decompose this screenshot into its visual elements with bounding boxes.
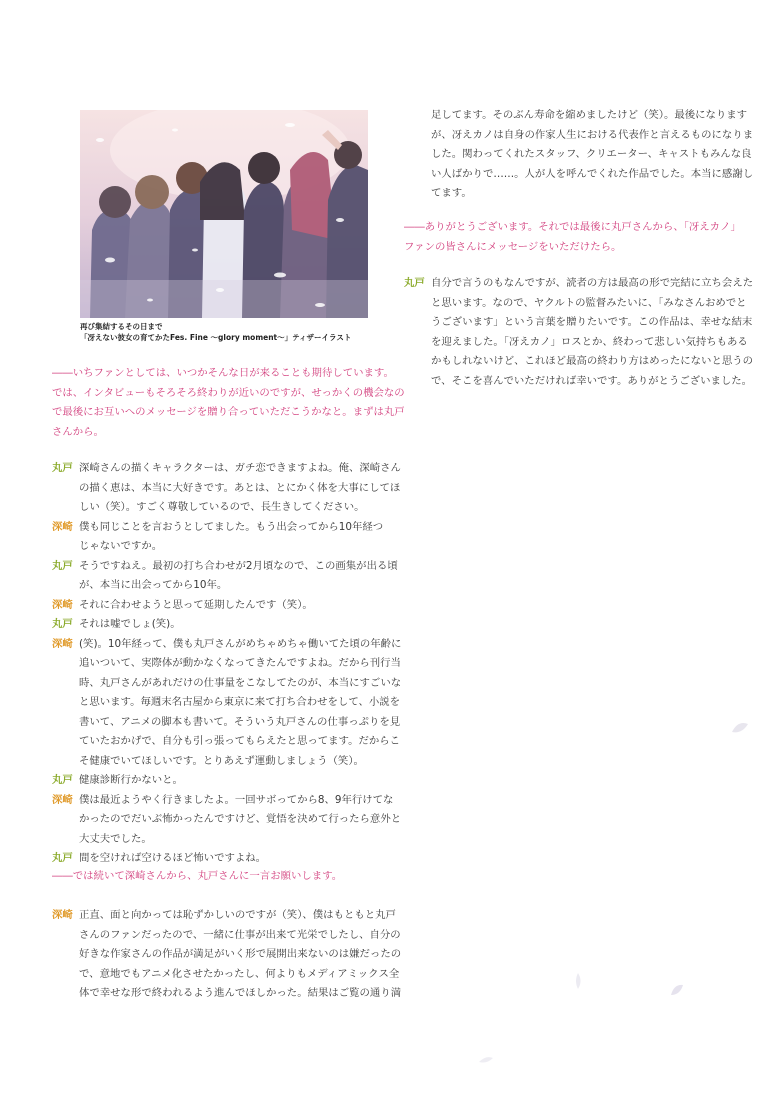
dialogue-line: 書いて、アニメの脚本も書いて。そういう丸戸さんの仕事っぷりを見 xyxy=(79,715,401,728)
dialogue-line: 僕は最近ようやく行きましたよ。一回サボってから8、9年行けてな xyxy=(79,793,394,806)
interviewer-question xyxy=(404,218,741,257)
dialogue-line: そうですねえ。最初の打ち合わせが2月頃なので、この画集が出る頃 xyxy=(79,559,398,572)
interviewer-question xyxy=(52,364,405,442)
petal-decoration-icon xyxy=(572,972,584,990)
speaker-name: 深崎 xyxy=(52,793,73,806)
dialogue-line: そ健康でいてほしいです。とりあえず運動しましょう（笑）。 xyxy=(79,754,364,767)
speaker-name: 深崎 xyxy=(52,637,73,650)
dialogue-line: それに合わせようと思って延期したんです（笑）。 xyxy=(79,598,313,611)
question-line: で最後にお互いへのメッセージを贈り合っていただこうかなと。まずは丸戸 xyxy=(52,406,405,418)
caption-line: 再び集結するその日まで xyxy=(80,322,163,331)
speaker-name: 丸戸 xyxy=(52,852,73,864)
dialogue-line: かったのでだいぶ怖かったんですけど、覚悟を決めて行ったら意外と xyxy=(79,813,402,825)
answer-line: した。関わってくれたスタッフ、クリエーター、キャストもみんな良 xyxy=(431,148,752,160)
dialogue-line: と思います。なので、ヤクルトの監督みたいに、「みなさんおめでと xyxy=(431,296,747,309)
dialogue-line: 追いついて、実際体が動かなくなってきたんですよね。だから刊行当 xyxy=(79,657,401,669)
question-line: ――では続いて深崎さんから、丸戸さんに一言お願いします。 xyxy=(52,870,343,882)
dialogue-line: 体で幸せな形で終われるよう進んでほしかった。結果はご覧の通り満 xyxy=(79,987,402,999)
dialogue-line: 大丈夫でした。 xyxy=(79,832,152,845)
dialogue-line: かもしれないけど、これほど最高の終わり方はめったにないと思うの xyxy=(431,355,754,367)
caption-line: 「冴えない彼女の育てかたFes. Fine ～glory moment～」ティザーイラスト xyxy=(80,333,352,342)
speaker-name: 深崎 xyxy=(52,598,73,611)
speaker-name: 丸戸 xyxy=(52,462,73,474)
speaker-name: 丸戸 xyxy=(404,277,425,289)
illustration-caption xyxy=(80,321,380,343)
dialogue-line: で、意地でもアニメ化させたかったし、何よりもメディアミックス全 xyxy=(79,967,400,980)
dialogue-line: 健康診断行かないと。 xyxy=(79,774,183,786)
dialogue-line: 正直、面と向かっては恥ずかしいのですが（笑）、僕はもともと丸戸 xyxy=(79,909,396,921)
petal-decoration-icon xyxy=(730,720,750,736)
characters-silhouette-image xyxy=(80,110,368,318)
answer-line: い人ばかりで……。人が人を呼んでくれた作品でした。本当に感謝し xyxy=(431,167,754,180)
dialogue-line: 時、丸戸さんがあれだけの仕事量をこなしてたのが、本当にすごいな xyxy=(79,676,402,689)
dialogue-line: さんのファンだったので、一緒に仕事が出来て光栄でしたし、自分の xyxy=(79,928,401,941)
answer-line: 足してます。そのぶん寿命を縮めましたけど（笑）。最後になります xyxy=(431,109,748,121)
question-line: では、インタビューもそろそろ終わりが近いのですが、せっかくの機会なの xyxy=(52,386,405,399)
dialogue-line: ていたおかげで、自分も引っ張ってもらえたと思ってます。だからこ xyxy=(79,735,401,747)
answer-line: てます。 xyxy=(431,187,472,199)
dialogue-line: 自分で言うのもなんですが、読者の方は最高の形で完結に立ち会えた xyxy=(431,277,754,289)
speaker-name: 丸戸 xyxy=(52,559,73,572)
question-line: さんから。 xyxy=(52,425,104,438)
speaker-name: 深崎 xyxy=(52,520,73,533)
dialogue-line: で、そこを喜んでいただければ幸いです。ありがとうございました。 xyxy=(431,374,753,387)
interviewer-question xyxy=(52,867,342,887)
dialogue-line: を迎えました。「冴えカノ」ロスとか、終わって悲しい気持ちもある xyxy=(431,335,748,348)
dialogue-line: 好きな作家さんの作品が満足がいく形で展開出来ないのは嫌だったの xyxy=(79,948,402,960)
question-line: ――ありがとうございます。それでは最後に丸戸さんから、「冴えカノ」 xyxy=(404,221,741,233)
question-line: ――いちファンとしては、いつかそんな日が来ることも期待しています。 xyxy=(52,367,394,379)
petal-decoration-icon xyxy=(668,982,686,998)
dialogue-line: 深崎さんの描くキャラクターは、ガチ恋できますよね。俺、深崎さん xyxy=(79,462,401,474)
answer-line: が、冴えカノは自身の作家人生における代表作と言えるものになりま xyxy=(431,128,754,141)
speaker-name: 丸戸 xyxy=(52,618,73,630)
dialogue-line: それは嘘でしょ(笑)。 xyxy=(79,618,181,630)
dialogue-line: と思います。毎週末名古屋から東京に来て打ち合わせをして、小説を xyxy=(79,696,401,708)
dialogue-line: じゃないですか。 xyxy=(79,540,163,552)
dialogue-line: が、本当に出会ってから10年。 xyxy=(79,579,228,591)
dialogue-line: (笑)。10年経って、僕も丸戸さんがめちゃめちゃ働いてた頃の年齢に xyxy=(79,637,402,650)
dialogue-line: うございます」という言葉を贈りたいです。この作品は、幸せな結末 xyxy=(431,316,753,328)
speaker-name: 丸戸 xyxy=(52,774,73,786)
dialogue-line: 僕も同じことを言おうとしてました。もう出会ってから10年経つ xyxy=(79,520,384,533)
dialogue-line: しい（笑）。すごく尊敬しているので、長生きしてください。 xyxy=(79,501,365,513)
petal-decoration-icon xyxy=(478,1055,494,1065)
teaser-illustration xyxy=(80,110,368,318)
continued-answer xyxy=(431,106,753,204)
dialogue-line: の描く恵は、本当に大好きです。あとは、とにかく体を大事にしてほ xyxy=(79,481,401,494)
question-line: ファンの皆さんにメッセージをいただけたら。 xyxy=(404,240,622,253)
speaker-name: 深崎 xyxy=(52,909,73,921)
dialogue-line: 間を空ければ空けるほど怖いですよね。 xyxy=(79,852,267,864)
